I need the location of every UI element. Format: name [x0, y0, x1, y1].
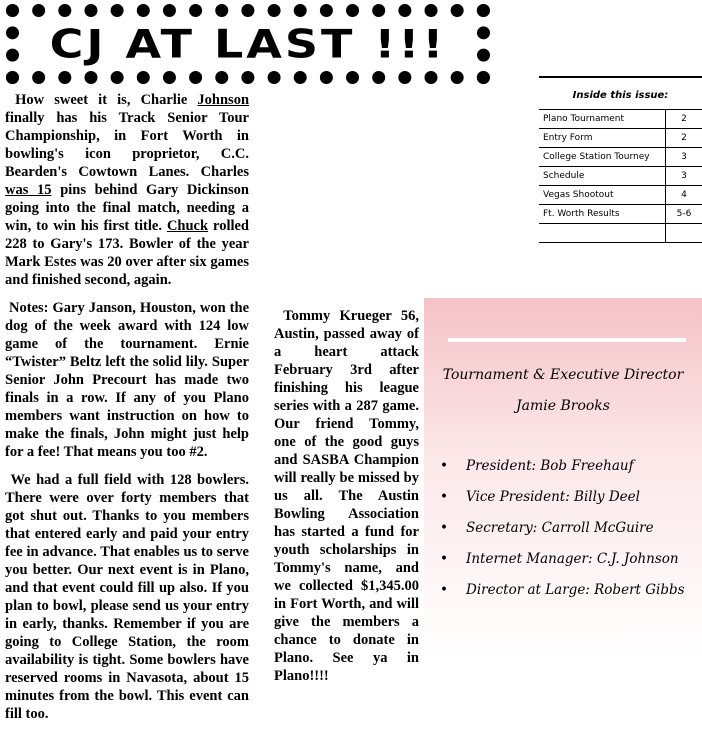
- bullet-icon: •: [440, 551, 466, 567]
- toc-row: [539, 205, 702, 224]
- toc-title: Inside this issue:: [539, 78, 702, 109]
- executive-panel: [424, 298, 702, 659]
- toc-item-page: 5-6: [666, 205, 702, 224]
- toc-item-label: Ft. Worth Results: [539, 205, 666, 224]
- officer-text: Internet Manager: C.J. Johnson: [466, 551, 679, 567]
- inside-this-issue-box: [539, 76, 702, 243]
- toc-row: [539, 186, 702, 205]
- p1-seg-2: finally has his Track Senior Tour Championship, in Fort Worth in bowling's icon proprietor, C.C. Bearden's Cowtown Lanes. Charles: [5, 110, 249, 180]
- executive-name: Jamie Brooks: [424, 391, 702, 422]
- officer-text: Secretary: Carroll McGuire: [466, 520, 654, 536]
- panel-divider: [448, 338, 686, 342]
- toc-row: [539, 224, 702, 243]
- toc-row: [539, 148, 702, 167]
- toc-item-page: 4: [666, 186, 702, 205]
- article-paragraph-3: [5, 471, 249, 723]
- toc-item-label: Plano Tournament: [539, 110, 666, 129]
- bullet-icon: •: [440, 582, 466, 598]
- executive-heading: [424, 360, 702, 422]
- p1-seg-6: rolled 228 to Gary's 173. Bowler of the year Mark Estes was 20 over after six games and finished second, again.: [5, 218, 249, 288]
- p1-seg-5: Chuck: [167, 218, 208, 234]
- article-paragraph-1: [5, 91, 249, 289]
- bullet-icon: •: [440, 520, 466, 536]
- officer-item: [440, 450, 685, 481]
- toc-item-label: Entry Form: [539, 129, 666, 148]
- headline-banner: [6, 4, 490, 84]
- article-column-left: [5, 91, 249, 733]
- p4-text: Tommy Krueger 56, Austin, passed away of a heart attack February 3rd after finishing his league series with a 287 game. Our friend Tommy, one of the good guys and SASBA Champion will really be missed by us all. The Austin Bowling Association has started a fund for youth scholarships in Tommy's name, and we collected $1,345.00 in Fort Worth, and will give the members a chance to donate in Plano. See ya in Plano!!!!: [274, 308, 419, 684]
- toc-row: [539, 167, 702, 186]
- officer-item: [440, 512, 685, 543]
- officer-item: [440, 481, 685, 512]
- p2-text: Notes: Gary Janson, Houston, won the dog of the week award with 124 low game of the tournament. Ernie “Twister” Beltz left the solid lily. Super Senior John Precourt has made two finals in a row. If any of you Plano members want instruction on how to make the finals, John might just help for a fee! That means you too #2.: [5, 300, 249, 460]
- officer-text: President: Bob Freehauf: [466, 458, 634, 474]
- toc-item-page: [666, 224, 702, 243]
- toc-item-label: [539, 224, 666, 243]
- article-paragraph-2: [5, 299, 249, 461]
- article-column-right: [274, 307, 419, 695]
- toc-item-page: 2: [666, 110, 702, 129]
- toc-item-label: Vegas Shootout: [539, 186, 666, 205]
- toc-item-label: Schedule: [539, 167, 666, 186]
- headline-title: CJ AT LAST !!!: [50, 21, 447, 67]
- toc-item-page: 3: [666, 167, 702, 186]
- article-paragraph-4: [274, 307, 419, 685]
- officer-item: [440, 574, 685, 605]
- officer-text: Vice President: Billy Deel: [466, 489, 640, 505]
- executive-title: Tournament & Executive Director: [424, 360, 702, 391]
- officer-list: [440, 450, 685, 605]
- bullet-icon: •: [440, 458, 466, 474]
- officer-item: [440, 543, 685, 574]
- toc-row: [539, 129, 702, 148]
- p1-seg-0: How sweet it is, Charlie: [15, 92, 197, 108]
- p1-seg-1: Johnson: [197, 92, 249, 108]
- officer-text: Director at Large: Robert Gibbs: [466, 582, 685, 598]
- toc-table: [539, 109, 702, 243]
- p1-seg-3: was 15: [5, 182, 52, 198]
- bullet-icon: •: [440, 489, 466, 505]
- p3-text: We had a full field with 128 bowlers. There were over forty members that got shut out. Thanks to you members that entered early and paid your entry fee in advance. That enables us to serve you better. Our next event is in Plano, and that event could fill up also. If you plan to bowl, please send us your entry in early, thanks. Remember if you are going to College Station, the room availability is tight. Some bowlers have reserved rooms in Navasota, about 15 minutes from the bowl. This event can fill too.: [5, 472, 249, 722]
- p1-seg-4: pins behind Gary Dickinson going into the final match, needing a win, to win his first title.: [5, 182, 249, 234]
- toc-item-page: 3: [666, 148, 702, 167]
- toc-item-page: 2: [666, 129, 702, 148]
- toc-row: [539, 110, 702, 129]
- toc-item-label: College Station Tourney: [539, 148, 666, 167]
